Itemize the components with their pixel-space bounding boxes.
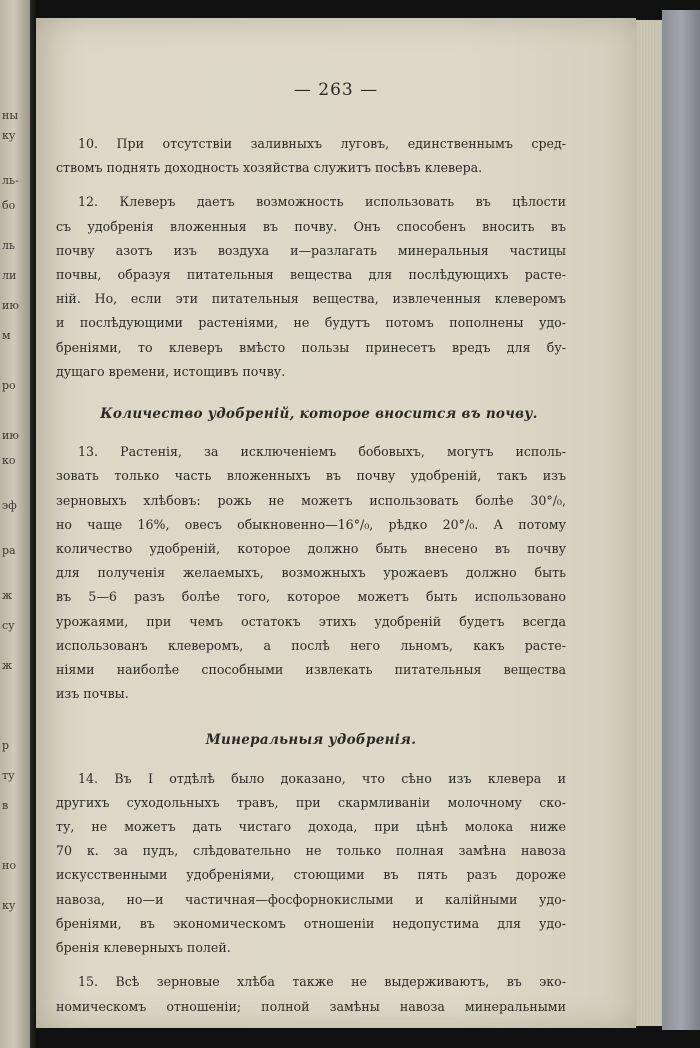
facing-page-fragment: в bbox=[2, 800, 9, 812]
facing-page-fragment: но bbox=[2, 860, 16, 872]
facing-page-fragment: бо bbox=[2, 200, 16, 212]
facing-page-fragment: ку bbox=[2, 130, 16, 142]
text-line: ній. Но, если эти питательныя вещества, извлеченныя клеверомъ bbox=[56, 291, 566, 307]
text-line: съ удобренія вложенныя въ почву. Онъ способенъ вносить въ bbox=[56, 218, 566, 234]
section-heading-mineral-fertilizers: Минеральныя удобренія. bbox=[205, 732, 417, 749]
paragraph-13 bbox=[56, 440, 566, 706]
text-line: и послѣдующими растеніями, не будутъ потомъ пополнены удо- bbox=[56, 315, 566, 331]
page-number: — 263 — bbox=[293, 80, 379, 100]
facing-page-fragment: су bbox=[2, 620, 15, 632]
text-line: номическомъ отношеніи; полной замѣны навоза минеральными bbox=[56, 998, 566, 1014]
paragraph-15 bbox=[56, 970, 566, 1018]
book-page bbox=[36, 18, 636, 1028]
facing-page-fragment: ию bbox=[2, 300, 19, 312]
text-line: 70 к. за пудъ, слѣдовательно не только полная замѣна навоза bbox=[56, 843, 566, 859]
text-line: использованъ клеверомъ, а послѣ него льномъ, какъ расте- bbox=[56, 637, 566, 653]
facing-page-fragment: ку bbox=[2, 900, 16, 912]
facing-page-fragment: ль- bbox=[2, 175, 19, 187]
text-line: ту, не можетъ дать чистаго дохода, при цѣнѣ молока ниже bbox=[56, 819, 566, 835]
text-line: 13. Растенія, за исключеніемъ бобовыхъ, могутъ исполь- bbox=[78, 444, 566, 460]
text-line: количество удобреній, которое должно быть внесено въ почву bbox=[56, 541, 566, 557]
facing-page-fragment: м bbox=[2, 330, 11, 342]
text-line: бреніями, въ экономическомъ отношеніи недопустима для удо- bbox=[56, 915, 566, 931]
text-line: ніями наиболѣе способными извлекать питательныя вещества bbox=[56, 662, 566, 678]
text-line: изъ почвы. bbox=[56, 686, 129, 702]
paragraph-12 bbox=[56, 190, 566, 384]
left-page-edge bbox=[0, 0, 34, 1048]
text-line: для полученія желаемыхъ, возможныхъ урожаевъ должно быть bbox=[56, 565, 566, 581]
text-line: почвы, образуя питательныя вещества для послѣдующихъ расте- bbox=[56, 267, 566, 283]
paragraph-10 bbox=[56, 132, 566, 180]
section-heading-fertilizer-quantity: Количество удобреній, которое вносится въ почву. bbox=[100, 406, 538, 423]
text-line: 14. Въ I отдѣлѣ было доказано, что сѣно изъ клевера и bbox=[78, 770, 566, 786]
text-line: урожаями, при чемъ остатокъ этихъ удобреній будетъ всегда bbox=[56, 613, 566, 629]
facing-page-fragment: р bbox=[2, 740, 10, 752]
page-stack-edges bbox=[636, 20, 662, 1026]
paragraph-14 bbox=[56, 767, 566, 961]
text-line: бренія клеверныхъ полей. bbox=[56, 940, 231, 956]
text-line: 15. Всѣ зерновые хлѣба также не выдерживаютъ, въ эко- bbox=[78, 974, 566, 990]
facing-page-fragment: ли bbox=[2, 270, 17, 282]
facing-page-fragment: ж bbox=[2, 590, 13, 602]
text-line: зерновыхъ хлѣбовъ: рожь не можетъ использовать болѣе 30°/₀, bbox=[56, 492, 566, 508]
text-line: 12. Клеверъ даетъ возможность использовать въ цѣлости bbox=[78, 194, 566, 210]
facing-page-fragment: ко bbox=[2, 455, 16, 467]
text-line: навоза, но—и частичная—фосфорнокислыми и калійными удо- bbox=[56, 891, 566, 907]
facing-page-fragment: ро bbox=[2, 380, 16, 392]
text-line: дущаго времени, истощивъ почву. bbox=[56, 363, 286, 379]
text-line: искусственными удобреніями, стоющими въ пять разъ дороже bbox=[56, 867, 566, 883]
text-line: но чаще 16%, овесъ обыкновенно—16°/₀, рѣдко 20°/₀. А потому bbox=[56, 516, 566, 532]
text-line: почву азотъ изъ воздуха и—разлагать минеральныя частицы bbox=[56, 242, 566, 258]
page-text bbox=[56, 132, 566, 1029]
text-line: въ 5—6 разъ болѣе того, которое можетъ быть использовано bbox=[56, 589, 566, 605]
text-line: ствомъ поднять доходность хозяйства служитъ посѣвъ клевера. bbox=[56, 160, 483, 176]
facing-page-fragment: ль bbox=[2, 240, 15, 252]
facing-page-fragment: ны bbox=[2, 110, 19, 122]
text-line: другихъ суходольныхъ травъ, при скармливаніи молочному ско- bbox=[56, 794, 566, 810]
facing-page-fragment: ра bbox=[2, 545, 16, 557]
facing-page-fragment: ту bbox=[2, 770, 15, 782]
text-line: бреніями, то клеверъ вмѣсто пользы принесетъ вредъ для бу- bbox=[56, 339, 566, 355]
facing-page-fragment: эф bbox=[2, 500, 17, 512]
facing-page-fragment: ж bbox=[2, 660, 13, 672]
book-cover-edge bbox=[662, 10, 700, 1030]
text-line: 10. При отсутствіи заливныхъ луговъ, единственнымъ сред- bbox=[78, 136, 566, 151]
facing-page-fragment: ию bbox=[2, 430, 19, 442]
text-line: зовать только часть вложенныхъ въ почву удобреній, такъ изъ bbox=[56, 468, 566, 484]
